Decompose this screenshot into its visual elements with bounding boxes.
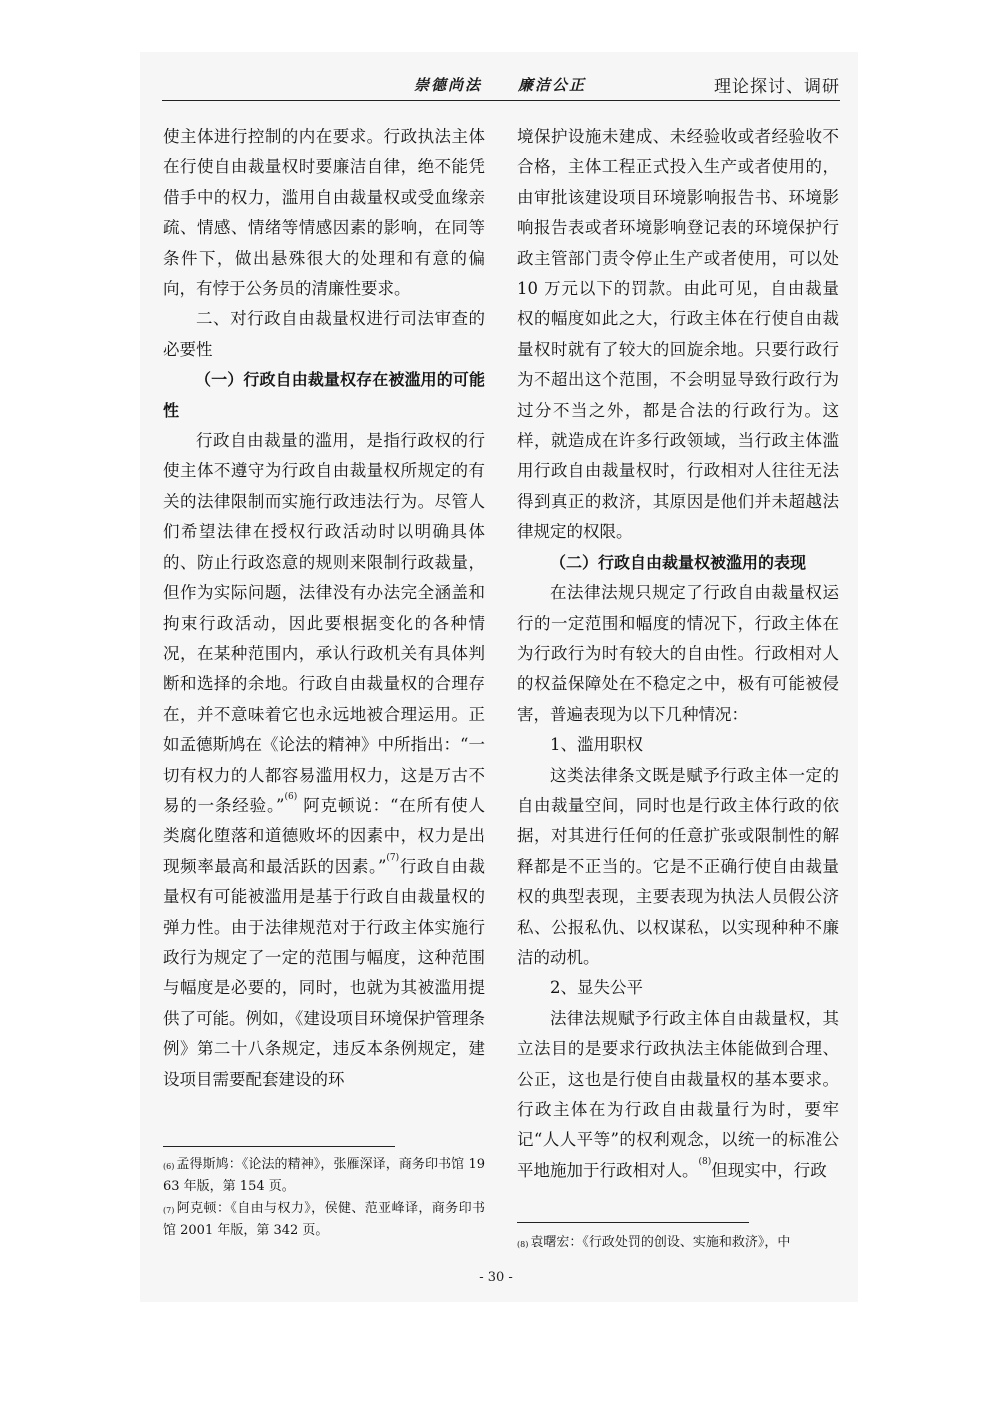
list-item-1: 1、滥用职权 (550, 735, 643, 755)
header-motto (414, 74, 622, 95)
left-paragraph-2b: 阿克顿说：“在所有使人类腐化堕落和道德败坏的因素中，权力是出现频率最高和最活跃的因素。” (163, 795, 486, 876)
footnote-8-mark: (8) (517, 1240, 529, 1249)
left-paragraph-2 (163, 426, 485, 1095)
header-section-title: 理论探讨、调研 (714, 77, 840, 97)
footnote-rule-left (163, 1146, 395, 1147)
page-number: - 30 - (479, 1270, 513, 1285)
left-column (163, 122, 485, 1095)
right-paragraph-4b: 但现实中，行政 (711, 1160, 827, 1180)
header-motto-right: 廉洁公正 (518, 76, 587, 94)
footnotes-right (517, 1232, 839, 1254)
header-rule (162, 100, 840, 101)
footnote-8 (517, 1232, 839, 1254)
footnote-6 (163, 1154, 485, 1198)
right-paragraph-1: 境保护设施未建成、未经验收或者经验收不合格，主体工程正式投入生产或者使用的，由审批该建设项目环境影响报告书、环境影响报告表或者环境影响登记表的环境保护行政主管部门责令停止生产或者使用，可以处 10 万元以下的罚款。由此可见，自由裁量权的幅度如此之大，行政主体在行使自由裁量权时就有了较大的回旋余地。只要行政行为不超出这个范围，不会明显导致行政行为过分不当之外，都是合法的行政行为。这样，就造成在许多行政领域，当行政主体滥用行政自由裁量权时，行政相对人往往无法得到真正的救济，其原因是他们并未超越法律规定的权限。 (517, 127, 839, 542)
left-paragraph-1: 使主体进行控制的内在要求。行政执法主体在行使自由裁量权时要廉洁自律，绝不能凭借手中的权力，滥用自由裁量权或受血缘亲疏、情感、情绪等情感因素的影响，在同等条件下，做出悬殊很大的处理和有意的偏向，有悖于公务员的清廉性要求。 (163, 127, 485, 299)
footnote-ref-6[interactable]: (6) (284, 791, 298, 802)
header-motto-left: 崇德尚法 (414, 76, 483, 94)
right-paragraph-2: 在法律法规只规定了行政自由裁量权运行的一定范围和幅度的情况下，行政主体在为行政行为时有较大的自由性。行政相对人的权益保障处在不稳定之中，极有可能被侵害，普遍表现为以下几种情况： (517, 583, 839, 724)
footnotes-left (163, 1154, 485, 1242)
footnote-rule-right (517, 1222, 749, 1223)
subheading-1: （一）行政自由裁量权存在被滥用的可能性 (163, 370, 485, 420)
footnote-ref-8[interactable]: (8) (698, 1156, 712, 1167)
footnote-ref-7[interactable]: (7) (386, 852, 400, 863)
running-header (162, 72, 840, 100)
subheading-2: （二）行政自由裁量权被滥用的表现 (549, 552, 806, 572)
footnote-8-text: 袁曙宏：《行政处罚的创设、实施和救济》，中 (530, 1235, 791, 1250)
list-item-2: 2、显失公平 (550, 978, 643, 998)
right-paragraph-4a: 法律法规赋予行政主体自由裁量权，其立法目的是要求行政执法主体能做到合理、公正，这也是行使自由裁量权的基本要求。行政主体在为行政自由裁量行为时，要牢记“人人平等”的权利观念，以统一的标准公平地施加于行政相对人。 (517, 1008, 839, 1180)
footnote-6-text: 孟得斯鸠：《论法的精神》，张雁深译，商务印书馆 1963 年版，第 154 页。 (163, 1157, 485, 1194)
footnote-7 (163, 1198, 485, 1242)
right-paragraph-3: 这类法律条文既是赋予行政主体一定的自由裁量空间，同时也是行政主体行政的依据，对其进行任何的任意扩张或限制性的解释都是不正当的。它是不正确行使自由裁量权的典型表现，主要表现为执法人员假公济私、公报私仇、以权谋私，以实现种种不廉洁的动机。 (517, 765, 839, 967)
footnote-7-mark: (7) (163, 1206, 175, 1215)
section-heading-2: 二、对行政自由裁量权进行司法审查的必要性 (163, 309, 485, 359)
right-column (517, 122, 839, 1186)
left-paragraph-2a: 行政自由裁量的滥用，是指行政权的行使主体不遵守为行政自由裁量权所规定的有关的法律限制而实施行政违法行为。尽管人们希望法律在授权行政活动时以明确具体的、防止行政恣意的规则来限制行政裁量，但作为实际问题，法律没有办法完全涵盖和拘束行政活动，因此要根据变化的各种情况，在某种范围内，承认行政机关有具体判断和选择的余地。行政自由裁量权的合理存在，并不意味着它也永远地被合理运用。正如孟德斯鸠在《论法的精神》中所指出：“一切有权力的人都容易滥用权力，这是万古不易的一条经验。” (163, 431, 485, 815)
left-paragraph-2c: 行政自由裁量权有可能被滥用是基于行政自由裁量权的弹力性。由于法律规范对于行政主体实施行政行为规定了一定的范围与幅度，这种范围与幅度是必要的，同时，也就为其被滥用提供了可能。例如，《建设项目环境保护管理条例》第二十八条规定，违反本条例规定，建设项目需要配套建设的环 (163, 856, 486, 1089)
footnote-6-mark: (6) (163, 1162, 175, 1171)
right-paragraph-4 (517, 1004, 839, 1186)
footnote-7-text: 阿克顿：《自由与权力》，侯健、范亚峰译，商务印书馆 2001 年版，第 342 页。 (163, 1201, 485, 1238)
